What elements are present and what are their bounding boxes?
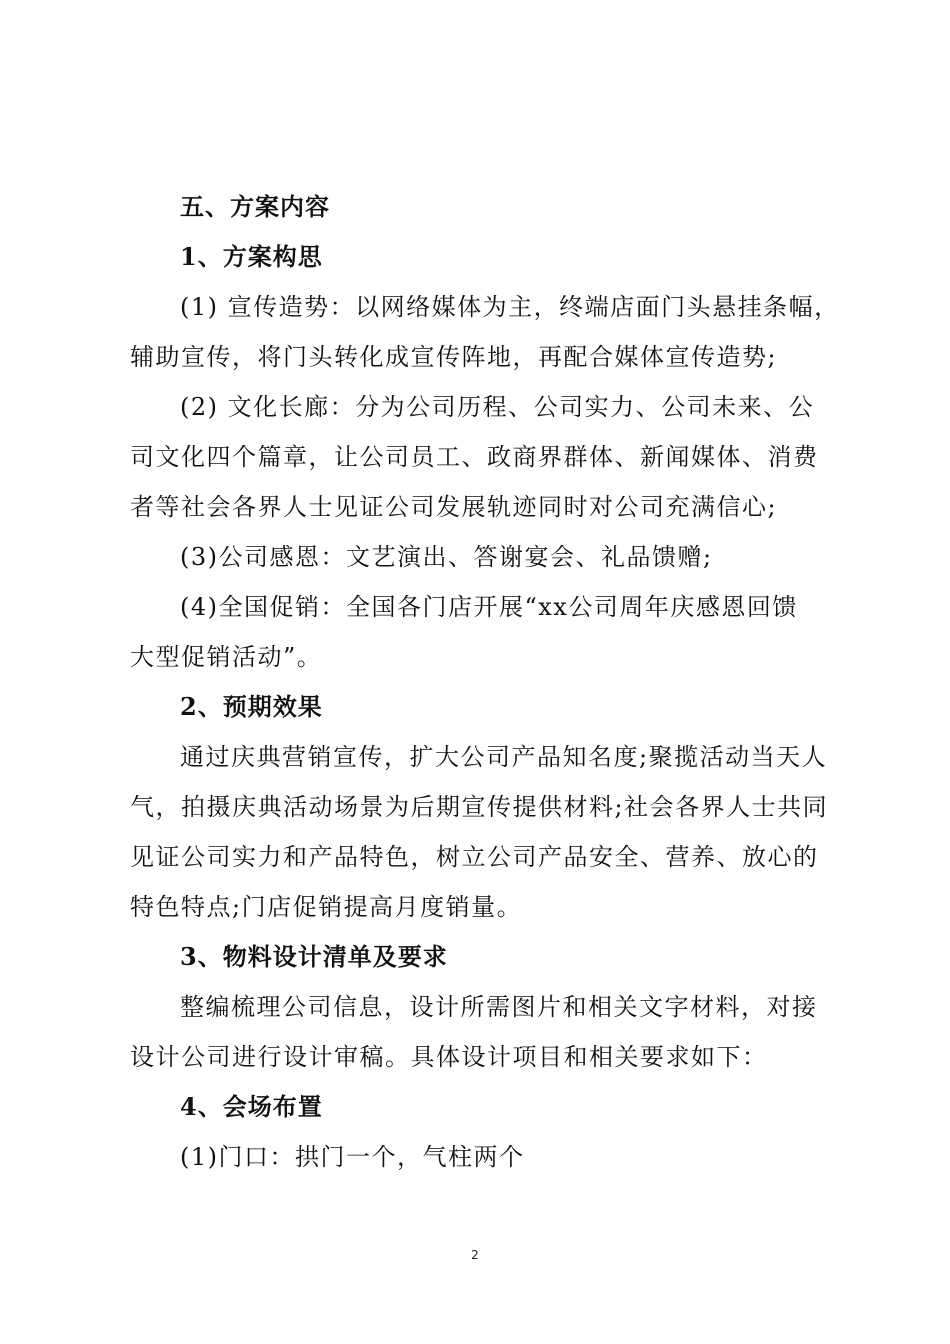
paragraph-line: 司文化四个篇章，让公司员工、政商界群体、新闻媒体、消费 bbox=[130, 443, 819, 471]
paragraph-line: 见证公司实力和产品特色，树立公司产品安全、营养、放心的 bbox=[130, 843, 819, 871]
subsection-heading: 1、方案构思 bbox=[180, 242, 323, 271]
paragraph-line: 辅助宣传，将门头转化成宣传阵地，再配合媒体宣传造势; bbox=[130, 343, 778, 371]
paragraph-line: (1)门口：拱门一个，气柱两个 bbox=[180, 1143, 525, 1171]
subsection-heading: 4、会场布置 bbox=[180, 1092, 323, 1121]
paragraph-line: 气，拍摄庆典活动场景为后期宣传提供材料;社会各界人士共同 bbox=[130, 793, 829, 821]
paragraph-line: (2) 文化长廊：分为公司历程、公司实力、公司未来、公 bbox=[180, 393, 815, 421]
paragraph-line: (3)公司感恩：文艺演出、答谢宴会、礼品馈赠; bbox=[180, 543, 713, 571]
paragraph-line: (4)全国促销：全国各门店开展“xx公司周年庆感恩回馈 bbox=[180, 593, 798, 621]
paragraph-line: 通过庆典营销宣传，扩大公司产品知名度;聚揽活动当天人 bbox=[180, 743, 828, 771]
paragraph-line: (1) 宣传造势：以网络媒体为主，终端店面门头悬挂条幅， bbox=[180, 293, 840, 321]
section-heading: 五、方案内容 bbox=[180, 192, 330, 221]
subsection-heading: 3、物料设计清单及要求 bbox=[180, 942, 448, 971]
paragraph-line: 特色特点;门店促销提高月度销量。 bbox=[130, 893, 523, 921]
subsection-heading: 2、预期效果 bbox=[180, 692, 323, 721]
paragraph-line: 整编梳理公司信息，设计所需图片和相关文字材料，对接 bbox=[180, 993, 818, 1021]
paragraph-line: 大型促销活动”。 bbox=[130, 643, 323, 671]
page-number: 2 bbox=[471, 1248, 479, 1262]
paragraph-line: 者等社会各界人士见证公司发展轨迹同时对公司充满信心; bbox=[130, 493, 778, 521]
paragraph-line: 设计公司进行设计审稿。具体设计项目和相关要求如下： bbox=[130, 1043, 768, 1071]
